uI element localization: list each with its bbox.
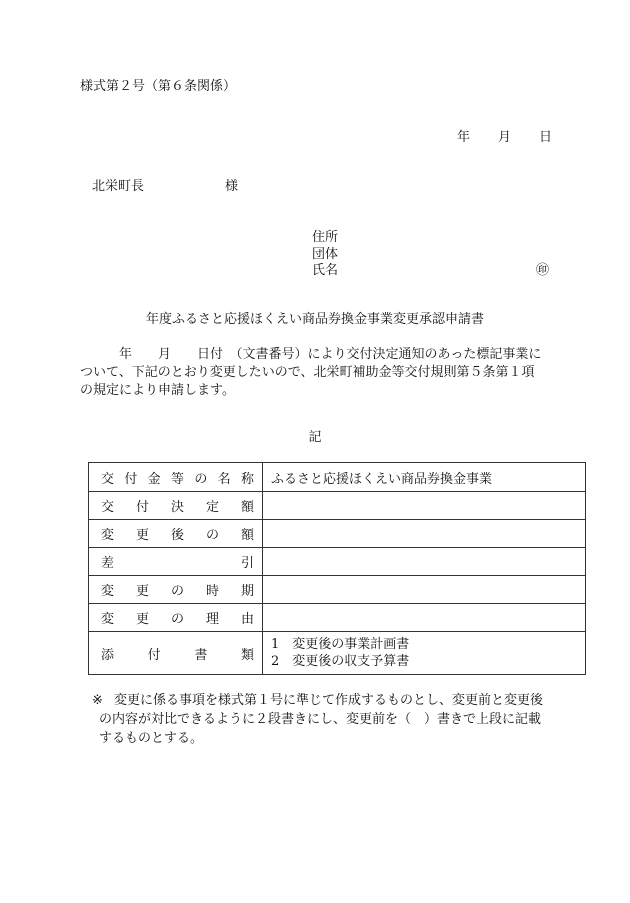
table-row — [89, 604, 586, 632]
date-year-label: 年 — [457, 130, 471, 145]
row-value — [263, 548, 586, 576]
row-value — [263, 576, 586, 604]
row-label: 交 付 決 定 額 — [89, 492, 263, 520]
table-row — [89, 492, 586, 520]
addressee-honorific: 様 — [225, 179, 239, 194]
row-label: 差 引 — [89, 548, 263, 576]
name-label: 氏名 — [312, 263, 339, 278]
body-line: ついて、下記のとおり変更したいので、北栄町補助金等交付規則第５条第１項 — [80, 365, 535, 380]
row-value: ふるさと応援ほくえい商品券換金事業 — [263, 463, 586, 492]
row-value — [263, 632, 586, 675]
address-label: 住所 — [312, 230, 339, 245]
note-line: の内容が対比できるように２段書きにし、変更前を（ ）書きで上段に記載 — [99, 712, 542, 727]
body-line: 年 月 日付 （文書番号）により交付決定通知のあった標記事業に — [80, 347, 542, 362]
details-table — [88, 462, 586, 675]
form-number: 様式第２号（第６条関係） — [80, 79, 237, 94]
row-label: 変 更 の 時 期 — [89, 576, 263, 604]
date-day-label: 日 — [539, 130, 553, 145]
row-value — [263, 520, 586, 548]
table-row — [89, 520, 586, 548]
body-line: の規定により申請します。 — [80, 383, 235, 398]
table-row — [89, 463, 586, 492]
addressee-name: 北栄町長 — [92, 179, 145, 194]
note-mark: ※ — [92, 693, 103, 708]
body-paragraph — [80, 346, 555, 400]
note-line: するものとする。 — [99, 731, 204, 746]
attachment-item: 2 変更後の収支予算書 — [271, 654, 410, 669]
row-label: 変 更 の 理 由 — [89, 604, 263, 632]
row-label: 添 付 書 類 — [89, 632, 263, 675]
attachment-item: 1 変更後の事業計画書 — [271, 637, 410, 652]
row-label: 交 付 金 等 の 名 称 — [89, 463, 263, 492]
note-text — [92, 691, 572, 748]
row-label: 変 更 後 の 額 — [89, 520, 263, 548]
ki-heading: 記 — [308, 430, 322, 445]
row-value — [263, 604, 586, 632]
seal-mark: ㊞ — [536, 263, 550, 278]
table-row — [89, 576, 586, 604]
table-row — [89, 548, 586, 576]
row-value — [263, 492, 586, 520]
table-row — [89, 632, 586, 675]
date-month-label: 月 — [498, 130, 512, 145]
organization-label: 団体 — [312, 247, 339, 262]
note-line: 変更に係る事項を様式第１号に準じて作成するものとし、変更前と変更後 — [114, 693, 544, 708]
footnote — [92, 691, 572, 748]
document-title: 年度ふるさと応援ほくえい商品券換金事業変更承認申請書 — [145, 312, 484, 327]
